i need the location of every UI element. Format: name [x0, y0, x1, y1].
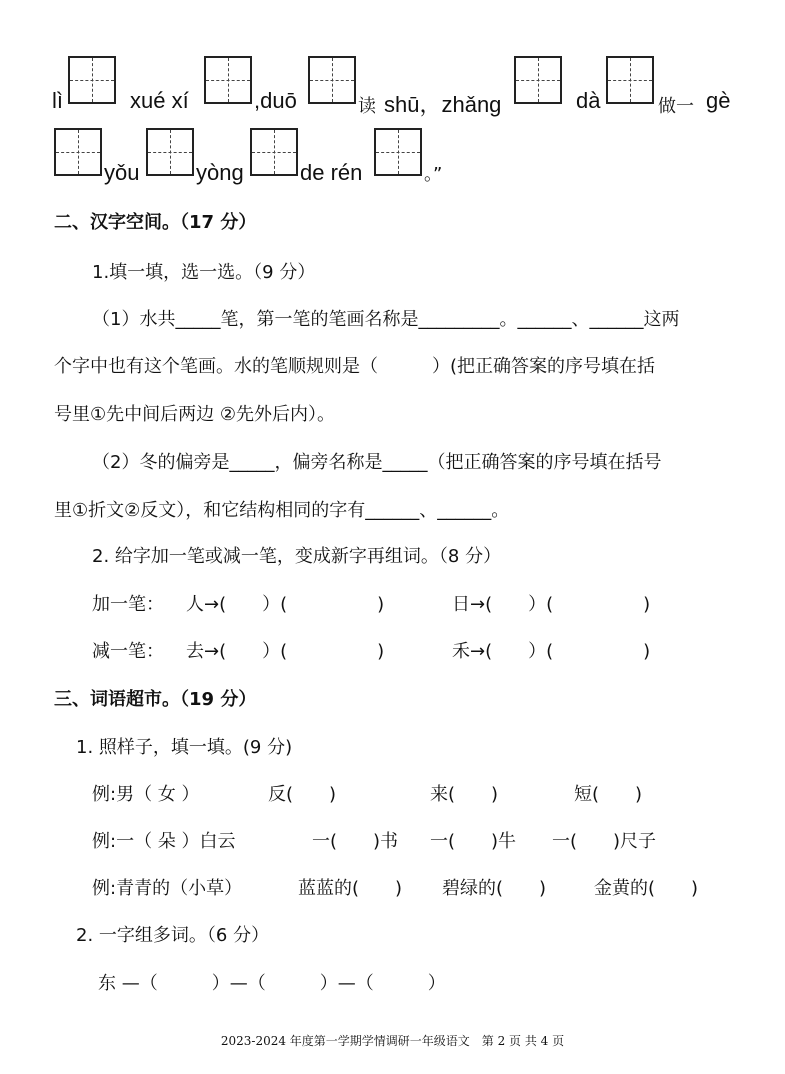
s2-q2-title: 2. 给字加一笔或减一笔，变成新字再组词。（8 分）: [92, 546, 502, 567]
example-row3: 例:青青的（小草）: [92, 878, 243, 899]
s3-q1-title: 1. 照样子，填一填。(9 分): [76, 737, 293, 758]
char-zuoyi: 做一: [658, 96, 694, 117]
pinyin-li: lì: [52, 88, 63, 113]
pinyin-ge: gè: [706, 88, 731, 113]
example-row2: 例:一（ 朵 ）白云: [92, 831, 236, 852]
writing-box[interactable]: [68, 56, 116, 104]
writing-box[interactable]: [146, 128, 194, 176]
fill-item: 反( ): [268, 784, 337, 805]
add-item: 人→( ）( ): [186, 594, 385, 615]
writing-box[interactable]: [54, 128, 102, 176]
pinyin-shu-zhang: shū，zhǎng: [384, 92, 502, 117]
pinyin-de-ren: de rén: [300, 160, 363, 185]
s2-q1-title: 1.填一填，选一选。（9 分）: [92, 262, 316, 283]
closing-quote: 。”: [424, 164, 443, 185]
fill-item: 蓝蓝的( ): [298, 878, 403, 899]
sub-item: 去→( ）( ): [186, 641, 385, 662]
writing-box[interactable]: [514, 56, 562, 104]
s2-q1-p1-line3: 号里①先中间后两边 ②先外后内）。: [54, 404, 335, 425]
fill-item: 一( )书: [312, 831, 399, 852]
add-item: 日→( ）( ): [452, 594, 651, 615]
char-du: 读: [358, 96, 376, 117]
s2-q1-p2-line2: 里①折文②反文），和它结构相同的字有______、______。: [54, 500, 510, 521]
sub-item: 禾→( ）( ): [452, 641, 651, 662]
subtract-one-stroke-label: 减一笔：: [92, 641, 164, 662]
writing-box[interactable]: [606, 56, 654, 104]
fill-item: 一( )牛: [430, 831, 517, 852]
s3-q2-title: 2. 一字组多词。（6 分）: [76, 925, 270, 946]
pinyin-duo: ,duō: [254, 88, 297, 113]
pinyin-xuexi: xué xí: [130, 88, 189, 113]
s2-q1-p2-line1: （2）冬的偏旁是_____，偏旁名称是_____（把正确答案的序号填在括号: [92, 452, 662, 473]
pinyin-you: yǒu: [104, 160, 140, 185]
example-row1: 例:男（ 女 ）: [92, 784, 200, 805]
fill-item: 碧绿的( ): [442, 878, 547, 899]
writing-box[interactable]: [374, 128, 422, 176]
pinyin-da: dà: [576, 88, 601, 113]
page-footer: 2023-2024 年度第一学期学情调研一年级语文 第 2 页 共 4 页: [220, 1034, 565, 1048]
pinyin-yong: yòng: [196, 160, 244, 185]
fill-item: 一( )尺子: [552, 831, 657, 852]
fill-item: 短( ): [574, 784, 643, 805]
s2-q1-p1-line2: 个字中也有这个笔画。水的笔顺规则是（ ）(把正确答案的序号填在括: [54, 356, 656, 377]
section-2-title: 二、汉字空间。（17 分）: [54, 212, 257, 233]
fill-item: 来( ): [430, 784, 499, 805]
s2-q1-p1-line1: （1）水共_____笔，第一笔的笔画名称是_________。______、______这两: [92, 309, 680, 330]
section-3-title: 三、词语超市。（19 分）: [54, 689, 257, 710]
fill-item: 金黄的( ): [594, 878, 699, 899]
writing-box[interactable]: [204, 56, 252, 104]
s3-q2-line: 东 —（ ）—（ ）—（ ）: [98, 973, 446, 994]
add-one-stroke-label: 加一笔：: [92, 594, 164, 615]
writing-box[interactable]: [308, 56, 356, 104]
writing-box[interactable]: [250, 128, 298, 176]
